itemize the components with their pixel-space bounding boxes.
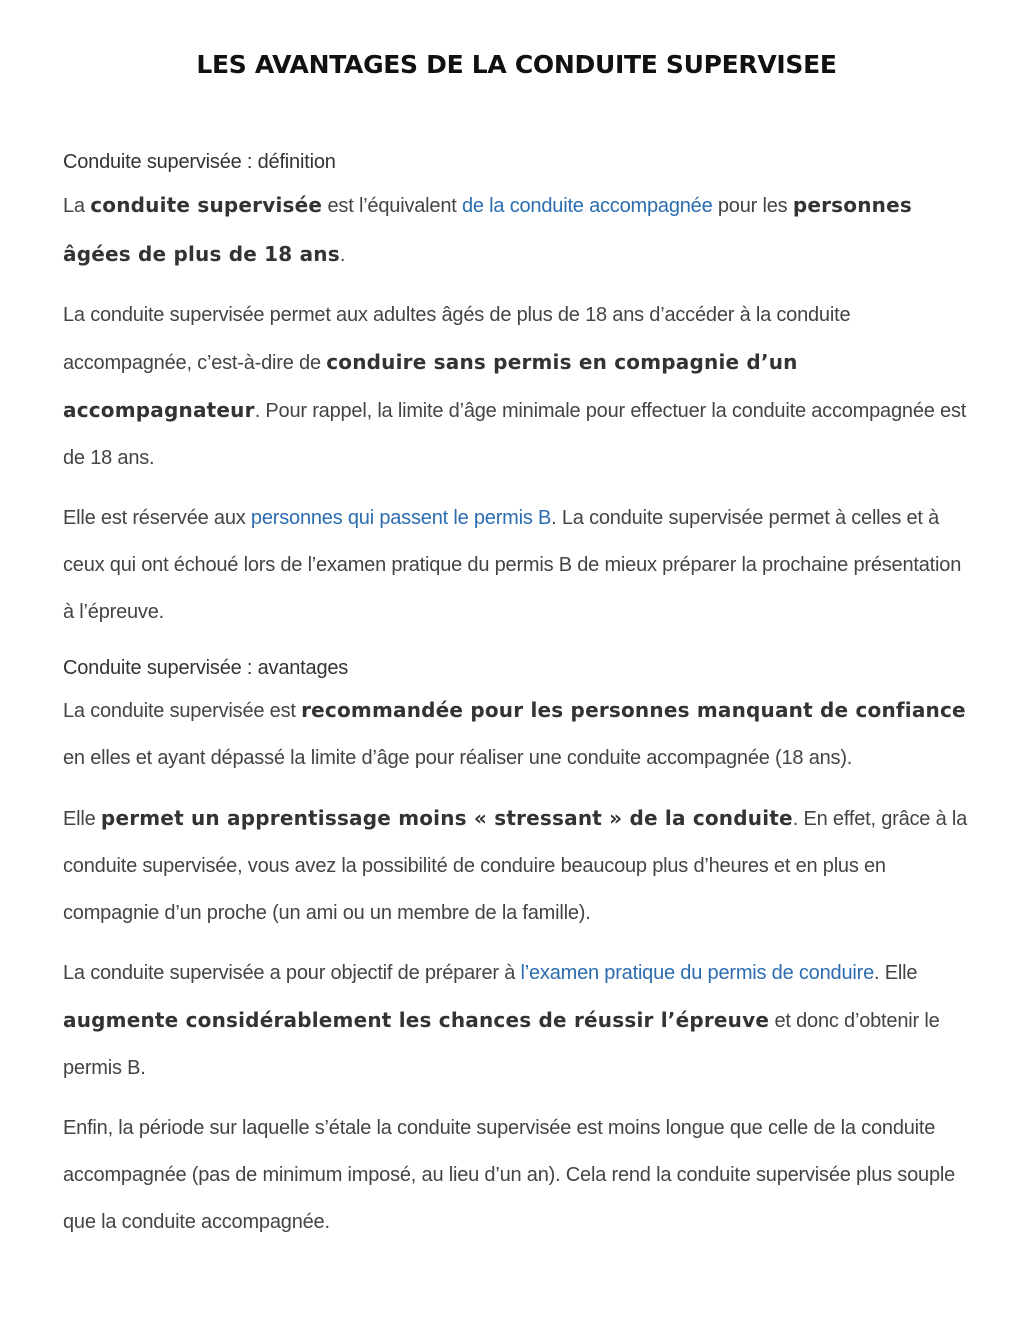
text: et donc d’obtenir le permis B.: [63, 1010, 940, 1079]
text: est l’équivalent: [322, 195, 462, 217]
paragraph: [63, 181, 968, 279]
paragraph: [63, 795, 968, 937]
text: La conduite supervisée permet aux adultes âgés de plus de 18 ans d’accéder à la conduite accompagnée, c’est-à-dire de: [63, 304, 851, 374]
bold-text: recommandée pour les personnes manquant de confiance: [301, 698, 966, 722]
page-title: LES AVANTAGES DE LA CONDUITE SUPERVISEE: [196, 50, 837, 79]
text: en elles et ayant dépassé la limite d’âge pour réaliser une conduite accompagnée (18 ans).: [63, 747, 853, 769]
link-permis-b[interactable]: personnes qui passent le permis B: [250, 507, 552, 529]
section-heading-avantages: Conduite supervisée : avantages: [63, 657, 349, 679]
text: La conduite supervisée est: [63, 700, 302, 722]
text: La conduite supervisée a pour objectif de préparer à: [63, 962, 521, 984]
text: Elle est réservée aux: [63, 507, 251, 529]
section-heading-definition: Conduite supervisée : définition: [63, 151, 336, 173]
text: La: [63, 195, 91, 217]
text: . La conduite supervisée permet à celles et à ceux qui ont échoué lors de l’examen pratique du permis B de mieux préparer la prochaine présentation à l’épreuve.: [63, 507, 962, 623]
paragraph: [63, 1105, 968, 1246]
text: Elle: [63, 808, 101, 830]
text: . Elle: [874, 962, 918, 984]
bold-text: augmente considérablement les chances de réussir l’épreuve: [63, 1008, 770, 1032]
text: Enfin, la période sur laquelle s’étale la conduite supervisée est moins longue que celle de la conduite accompagnée (pas de minimum imposé, au lieu d’un an). Cela rend la conduite supervisée plus souple que la conduite accompagnée.: [63, 1117, 956, 1233]
paragraph: [63, 292, 968, 482]
paragraph: [63, 687, 968, 782]
bold-text: permet un apprentissage moins « stressant » de la conduite: [100, 806, 793, 830]
text: .: [339, 244, 346, 266]
bold-text: personnes âgées de plus de 18 ans: [63, 193, 912, 266]
paragraph: [63, 950, 968, 1092]
link-conduite-accompagnee[interactable]: de la conduite accompagnée: [461, 195, 713, 217]
bold-text: conduire sans permis en compagnie d’un accompagnateur: [63, 350, 798, 422]
text: pour les: [712, 195, 793, 217]
paragraph: [63, 495, 968, 636]
article-body: [63, 143, 968, 1259]
text: . En effet, grâce à la conduite supervisée, vous avez la possibilité de conduire beaucoup plus d’heures et en plus en compagnie d’un proche (un ami ou un membre de la famille).: [63, 808, 968, 924]
link-examen-pratique[interactable]: l’examen pratique du permis de conduire: [520, 962, 875, 984]
text: . Pour rappel, la limite d’âge minimale pour effectuer la conduite accompagnée est de 18 ans.: [63, 400, 967, 469]
bold-text: conduite supervisée: [90, 193, 323, 217]
